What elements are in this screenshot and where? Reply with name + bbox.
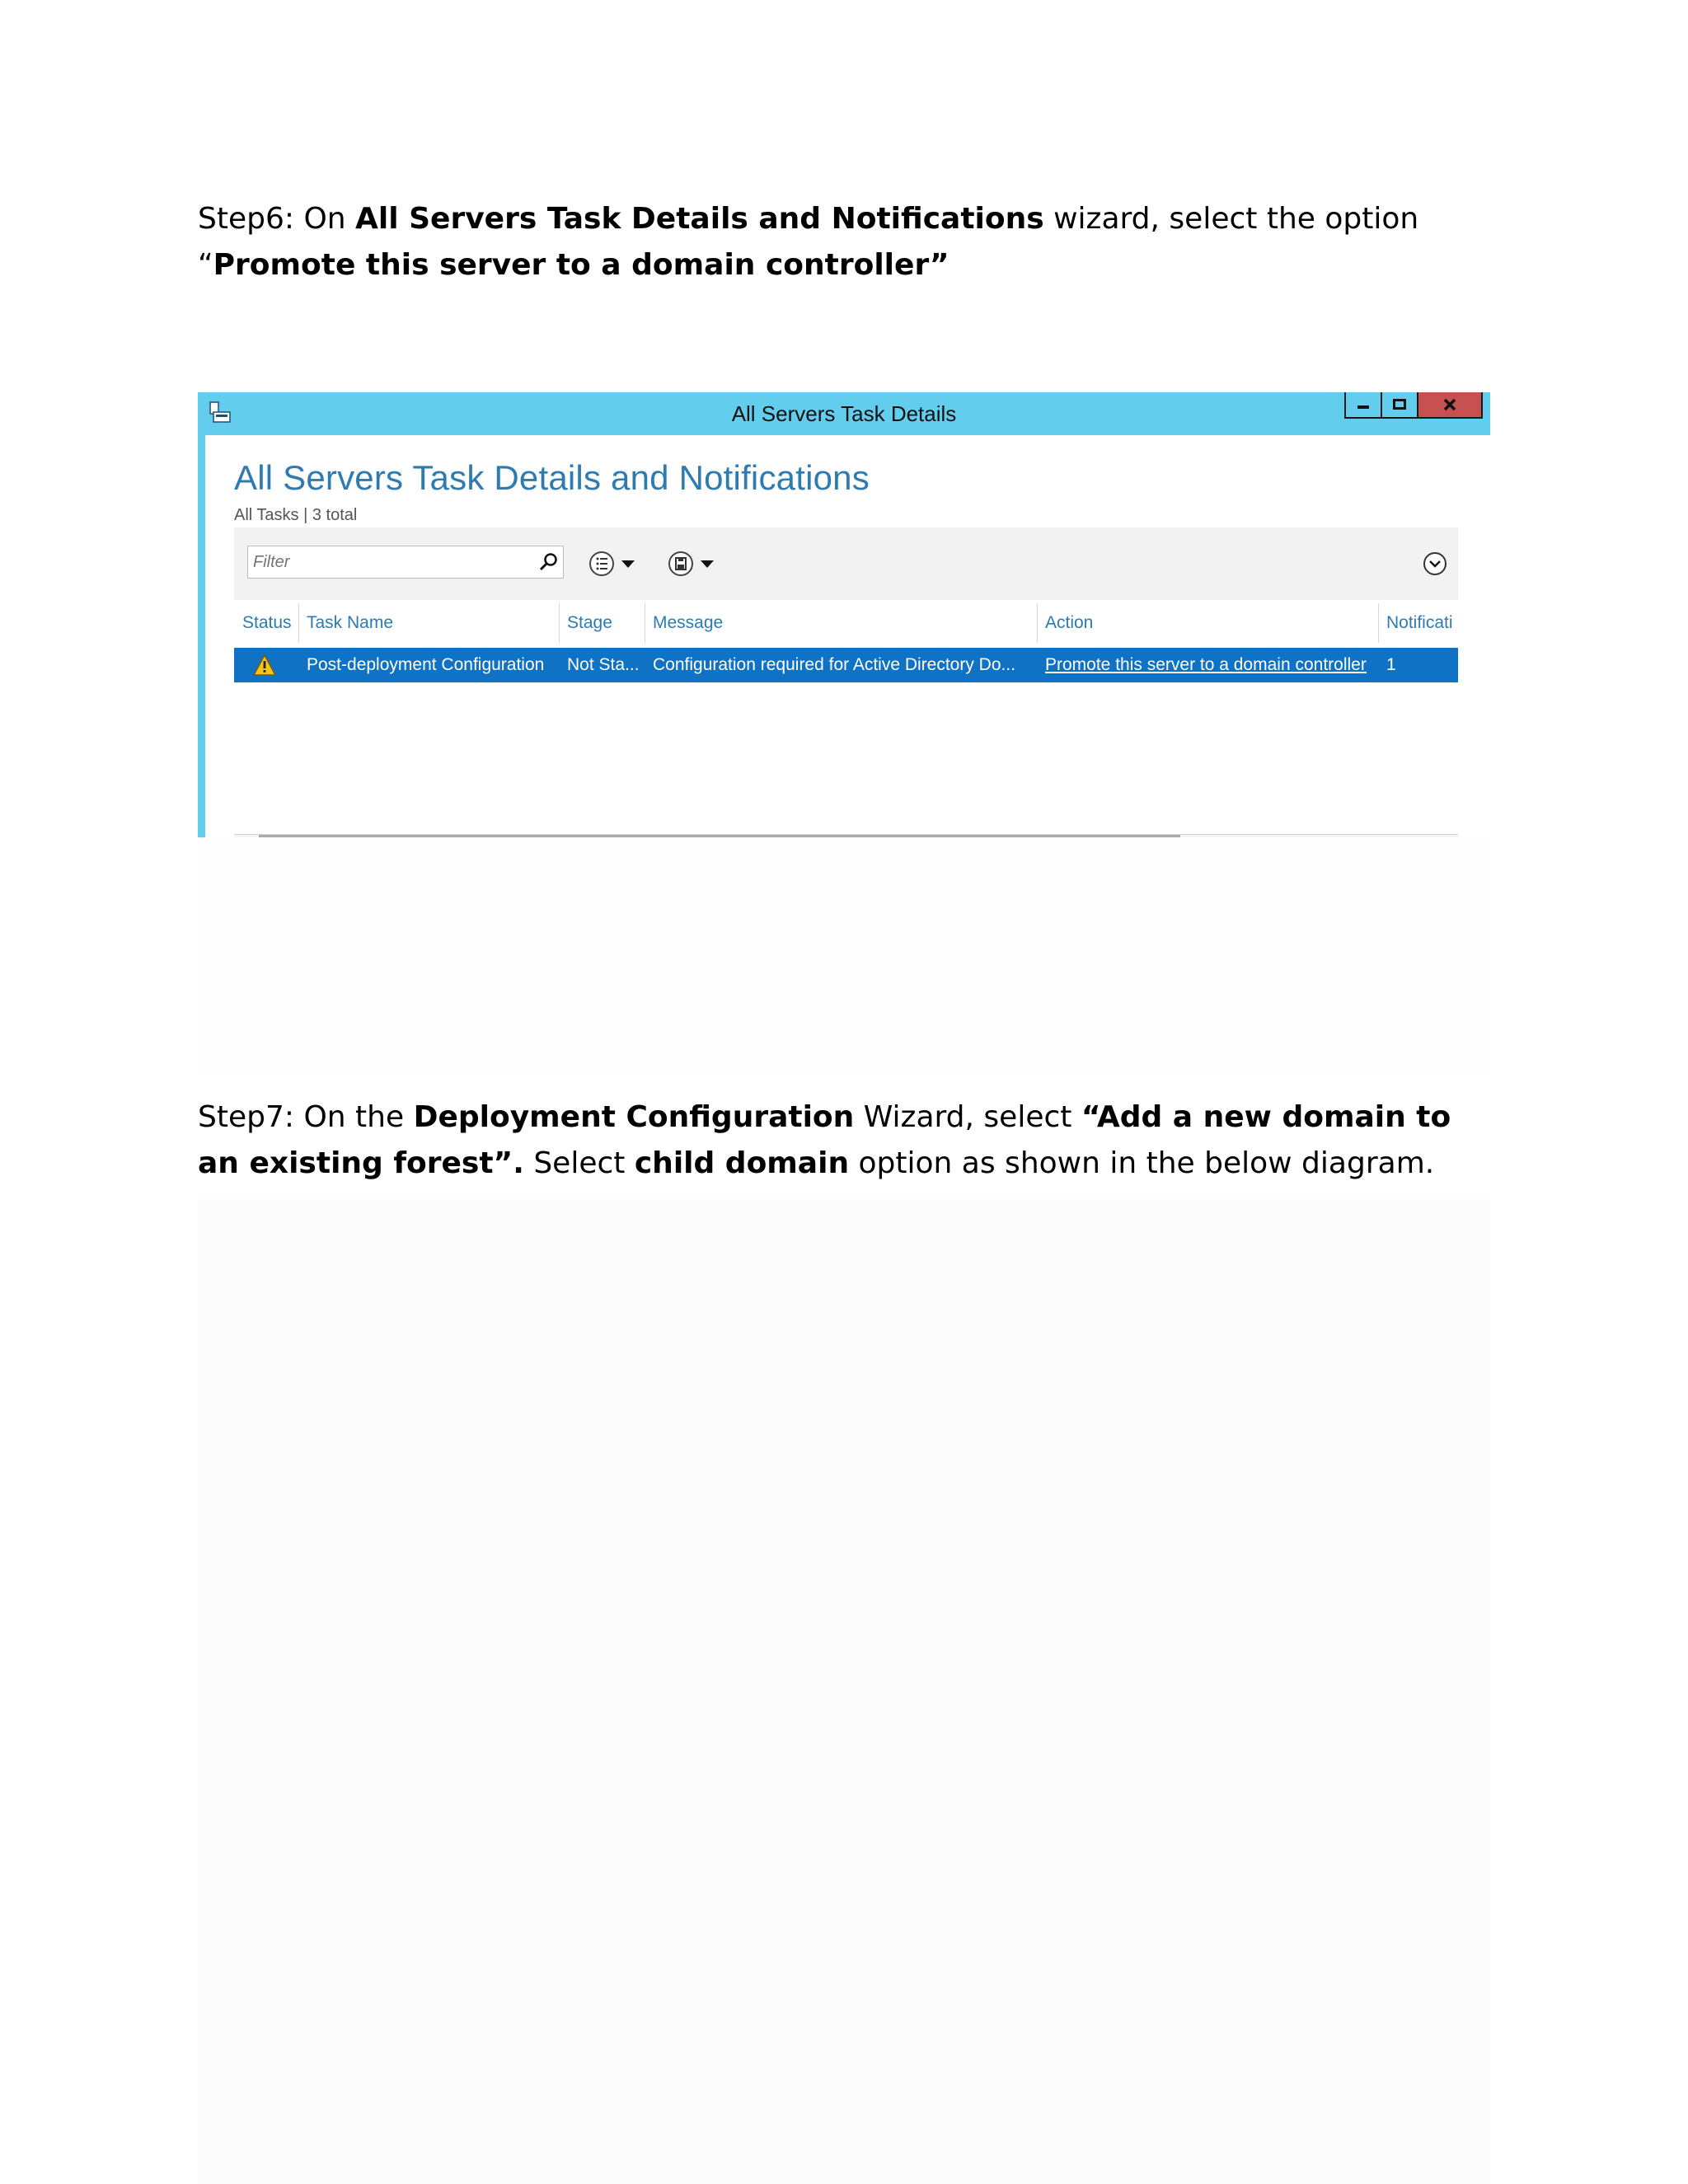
step6-paragraph bbox=[198, 196, 1484, 288]
step7-text-select: Select bbox=[523, 1146, 635, 1180]
maximize-button[interactable] bbox=[1381, 392, 1418, 419]
window-controls bbox=[1346, 392, 1483, 419]
table-row[interactable] bbox=[234, 648, 1458, 682]
step6-bold-option: Promote this server to a domain controller” bbox=[213, 248, 950, 282]
expand-icon[interactable] bbox=[1422, 551, 1448, 577]
close-icon bbox=[1442, 398, 1457, 411]
chevron-down-icon bbox=[701, 560, 714, 568]
step7-bold-option: “Add a new domain to an existing forest”. bbox=[198, 1100, 1451, 1180]
stage-cell: Not Sta... bbox=[567, 655, 640, 674]
step7-bold-child-domain: child domain bbox=[634, 1146, 850, 1180]
window-title: All Servers Task Details bbox=[731, 401, 957, 426]
column-header-message[interactable]: Message bbox=[653, 613, 724, 632]
task-count-subtitle: All Tasks | 3 total bbox=[234, 506, 358, 524]
minimize-icon bbox=[1356, 400, 1371, 410]
column-header-action[interactable]: Action bbox=[1045, 613, 1094, 632]
window-border bbox=[198, 435, 205, 837]
promote-domain-controller-link[interactable]: Promote this server to a domain controller bbox=[1045, 655, 1367, 674]
column-header-notifications[interactable]: Notificati bbox=[1386, 613, 1453, 632]
toolbar bbox=[234, 527, 1458, 600]
warning-icon bbox=[252, 654, 277, 677]
minimize-button[interactable] bbox=[1344, 392, 1382, 419]
chevron-down-icon bbox=[621, 560, 635, 568]
step7-text-end: option as shown in the below diagram. bbox=[849, 1146, 1435, 1180]
diagram-placeholder bbox=[198, 1195, 1490, 2184]
task-name-cell: Post-deployment Configuration bbox=[307, 655, 545, 674]
column-header-status[interactable]: Status bbox=[242, 613, 292, 632]
step6-text-mid: wizard, select the option “ bbox=[198, 202, 1419, 282]
window-titlebar[interactable] bbox=[198, 392, 1490, 435]
step7-text-mid: Wizard, select bbox=[854, 1100, 1081, 1134]
list-view-dropdown[interactable] bbox=[588, 549, 648, 579]
step7-bold-wizard: Deployment Configuration bbox=[413, 1100, 855, 1134]
filter-box[interactable] bbox=[247, 546, 564, 579]
step7-text: Step7: On the bbox=[198, 1100, 414, 1134]
message-cell: Configuration required for Active Directory Do... bbox=[653, 655, 1016, 674]
background-area bbox=[198, 837, 1490, 1076]
list-view-icon bbox=[590, 552, 613, 575]
page-title: All Servers Task Details and Notifications bbox=[234, 458, 870, 497]
search-icon[interactable] bbox=[538, 551, 560, 573]
column-header-task-name[interactable]: Task Name bbox=[307, 613, 394, 632]
column-header-row bbox=[234, 600, 1458, 646]
filter-input[interactable] bbox=[248, 546, 528, 578]
close-button[interactable] bbox=[1417, 392, 1483, 419]
save-dropdown[interactable] bbox=[668, 549, 727, 579]
step7-paragraph bbox=[198, 1094, 1484, 1187]
maximize-icon bbox=[1392, 398, 1407, 411]
save-icon bbox=[669, 552, 692, 575]
task-details-window bbox=[198, 392, 1490, 837]
step6-text: Step6: On bbox=[198, 202, 356, 236]
column-header-stage[interactable]: Stage bbox=[567, 613, 612, 632]
step6-bold-wizard: All Servers Task Details and Notifications bbox=[355, 202, 1044, 236]
notifications-cell: 1 bbox=[1386, 655, 1396, 674]
